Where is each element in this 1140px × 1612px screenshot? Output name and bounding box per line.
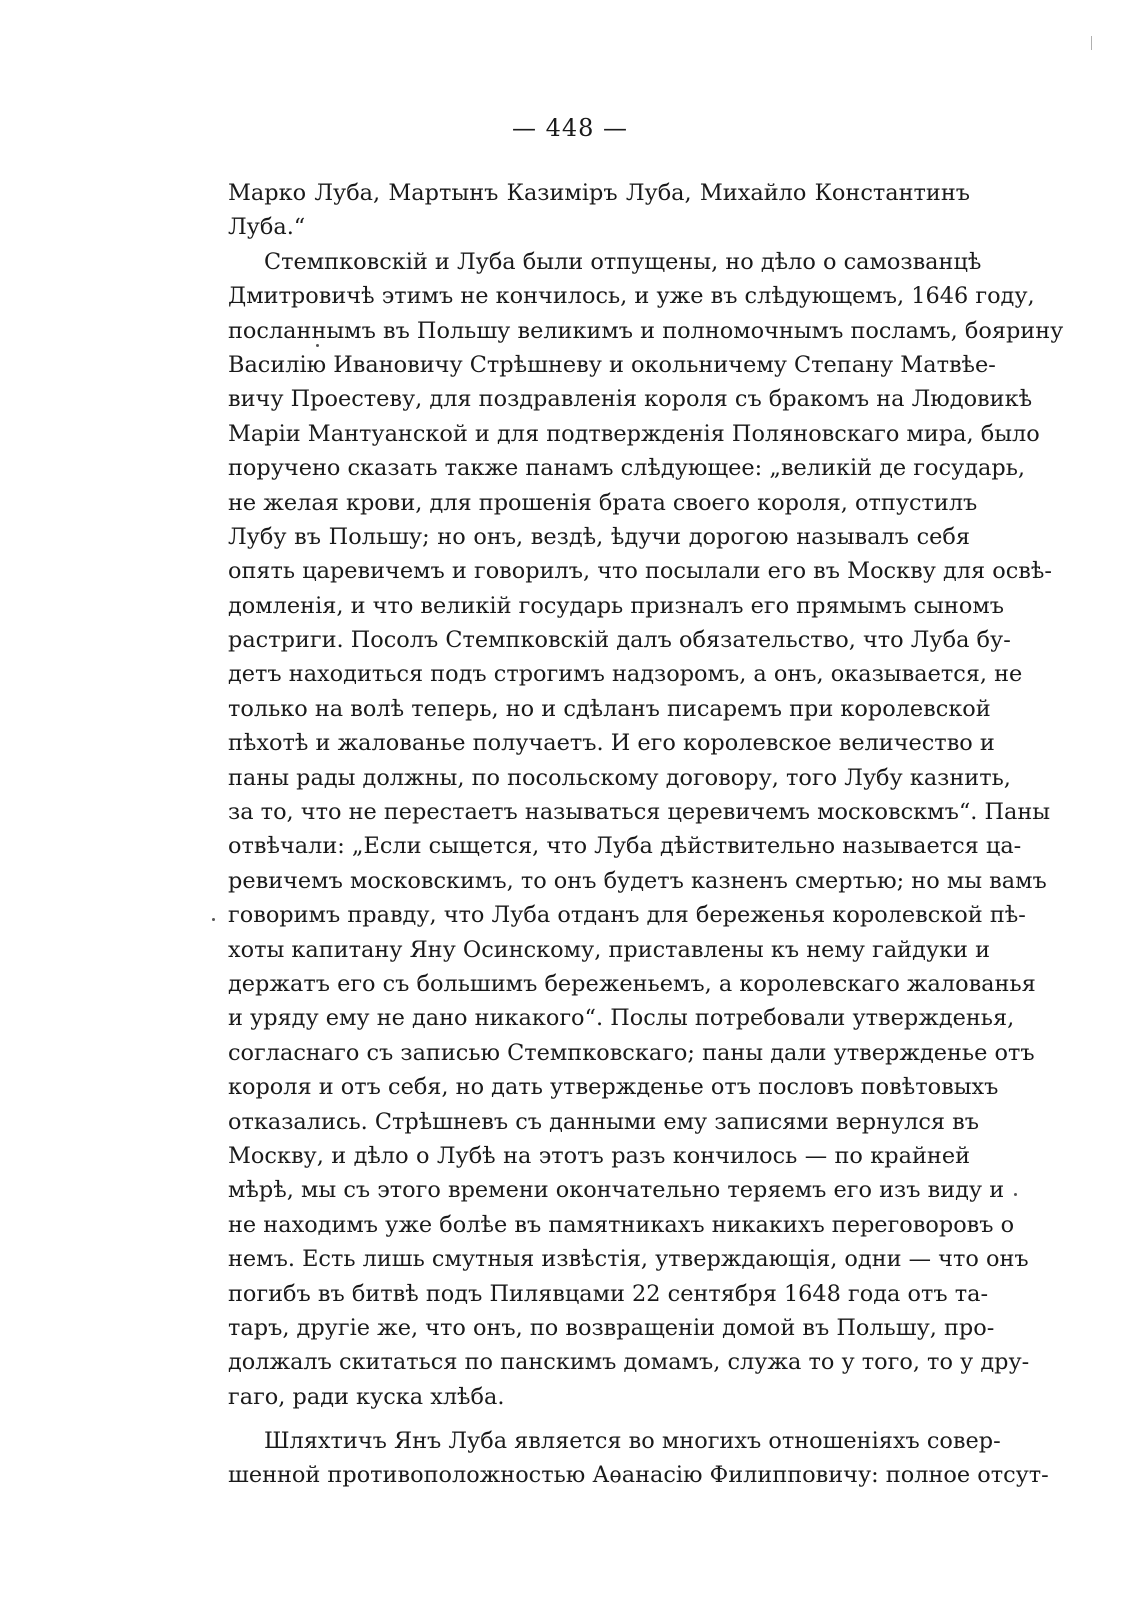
text-line: Дмитровичѣ этимъ не кончилось, и уже въ слѣдующемъ, 1646 году, bbox=[228, 283, 1035, 310]
text-line: Шляхтичъ Янъ Луба является во многихъ отношеніяхъ совер- bbox=[264, 1428, 1001, 1455]
text-line: погибъ въ битвѣ подъ Пилявцами 22 сентября 1648 года отъ та- bbox=[228, 1280, 989, 1307]
text-line: домленія, и что великій государь призналъ его прямымъ сыномъ bbox=[228, 592, 1004, 619]
text-line: говоримъ правду, что Луба отданъ для береженья королевской пѣ- bbox=[228, 902, 1026, 929]
text-line: Марко Луба, Мартынъ Казиміръ Луба, Михайло Константинъ bbox=[228, 180, 970, 206]
text-line: растриги. Посолъ Стемпковскій далъ обязательство, что Луба бу- bbox=[228, 627, 1011, 654]
page-number: — 448 — bbox=[511, 114, 629, 142]
scan-speck bbox=[1014, 1193, 1017, 1196]
text-line: не желая крови, для прошенія брата своего короля, отпустилъ bbox=[228, 489, 978, 516]
text-line: вичу Проестеву, для поздравленія короля съ бракомъ на Людовикѣ bbox=[228, 386, 1033, 413]
text-line: Маріи Мантуанской и для подтвержденія Поляновскаго мира, было bbox=[228, 420, 1040, 447]
text-line: за то, что не перестаетъ называться церевичемъ московскмъ“. Паны bbox=[228, 799, 1051, 826]
text-line: Лубу въ Польшу; но онъ, вездѣ, ѣдучи дорогою называлъ себя bbox=[228, 523, 970, 550]
text-line: не находимъ уже болѣе въ памятникахъ никакихъ переговоровъ о bbox=[228, 1211, 1015, 1238]
text-line: шенной противоположностью Аѳанасію Филипповичу: полное отсут- bbox=[228, 1462, 1049, 1489]
text-line: немъ. Есть лишь смутныя извѣстія, утверждающія, одни — что онъ bbox=[228, 1246, 1029, 1273]
text-line: паны рады должны, по посольскому договору, того Лубу казнить, bbox=[228, 764, 1011, 791]
text-line: таръ, другіе же, что онъ, по возвращеніи домой въ Польшу, про- bbox=[228, 1314, 995, 1341]
text-line: только на волѣ теперь, но и сдѣланъ писаремъ при королевской bbox=[228, 695, 991, 722]
text-line: мѣрѣ, мы съ этого времени окончательно теряемъ его изъ виду и bbox=[228, 1177, 1005, 1204]
body-text bbox=[228, 176, 1064, 1493]
text-line: Василію Ивановичу Стрѣшневу и окольничему Степану Матвѣе- bbox=[228, 351, 996, 378]
text-line: пѣхотѣ и жалованье получаетъ. И его королевское величество и bbox=[228, 730, 995, 757]
text-line: отказались. Стрѣшневъ съ данными ему записями вернулся въ bbox=[228, 1108, 979, 1135]
text-line: должалъ скитаться по панскимъ домамъ, служа то у того, то у дру- bbox=[228, 1349, 1030, 1376]
text-line: детъ находиться подъ строгимъ надзоромъ, а онъ, оказывается, не bbox=[228, 661, 1023, 688]
text-line: согласнаго съ записью Стемпковскаго; паны дали утвержденье отъ bbox=[228, 1039, 1035, 1066]
text-line: Луба.“ bbox=[228, 214, 306, 241]
text-line: короля и отъ себя, но дать утвержденье отъ пословъ повѣтовыхъ bbox=[228, 1074, 999, 1101]
text-line: отвѣчали: „Если сыщется, что Луба дѣйствительно называется ца- bbox=[228, 833, 1022, 860]
text-line: Москву, и дѣло о Лубѣ на этотъ разъ кончилось — по крайней bbox=[228, 1142, 970, 1169]
scan-edge-mark bbox=[1091, 36, 1092, 50]
text-line: хоты капитану Яну Осинскому, приставлены къ нему гайдуки и bbox=[228, 936, 991, 963]
text-line: Стемпковскій и Луба были отпущены, но дѣло о самозванцѣ bbox=[264, 248, 982, 275]
text-line: ревичемъ московскимъ, то онъ будетъ казненъ смертью; но мы вамъ bbox=[228, 867, 1047, 894]
text-line: посланнымъ въ Польшу великимъ и полномочнымъ посламъ, боярину bbox=[228, 317, 1064, 344]
paragraph-gap bbox=[228, 1414, 970, 1424]
text-line: опять царевичемъ и говорилъ, что посылали его въ Москву для освѣ- bbox=[228, 558, 1052, 585]
text-line: держатъ его съ большимъ береженьемъ, а королевскаго жалованья bbox=[228, 970, 1036, 997]
text-line: гаго, ради куска хлѣба. bbox=[228, 1383, 505, 1410]
scan-speck bbox=[212, 918, 215, 921]
text-line: и уряду ему не дано никакого“. Послы потребовали утвержденья, bbox=[228, 1005, 1015, 1032]
text-line: поручено сказать также панамъ слѣдующее: „великій де государь, bbox=[228, 455, 1025, 482]
